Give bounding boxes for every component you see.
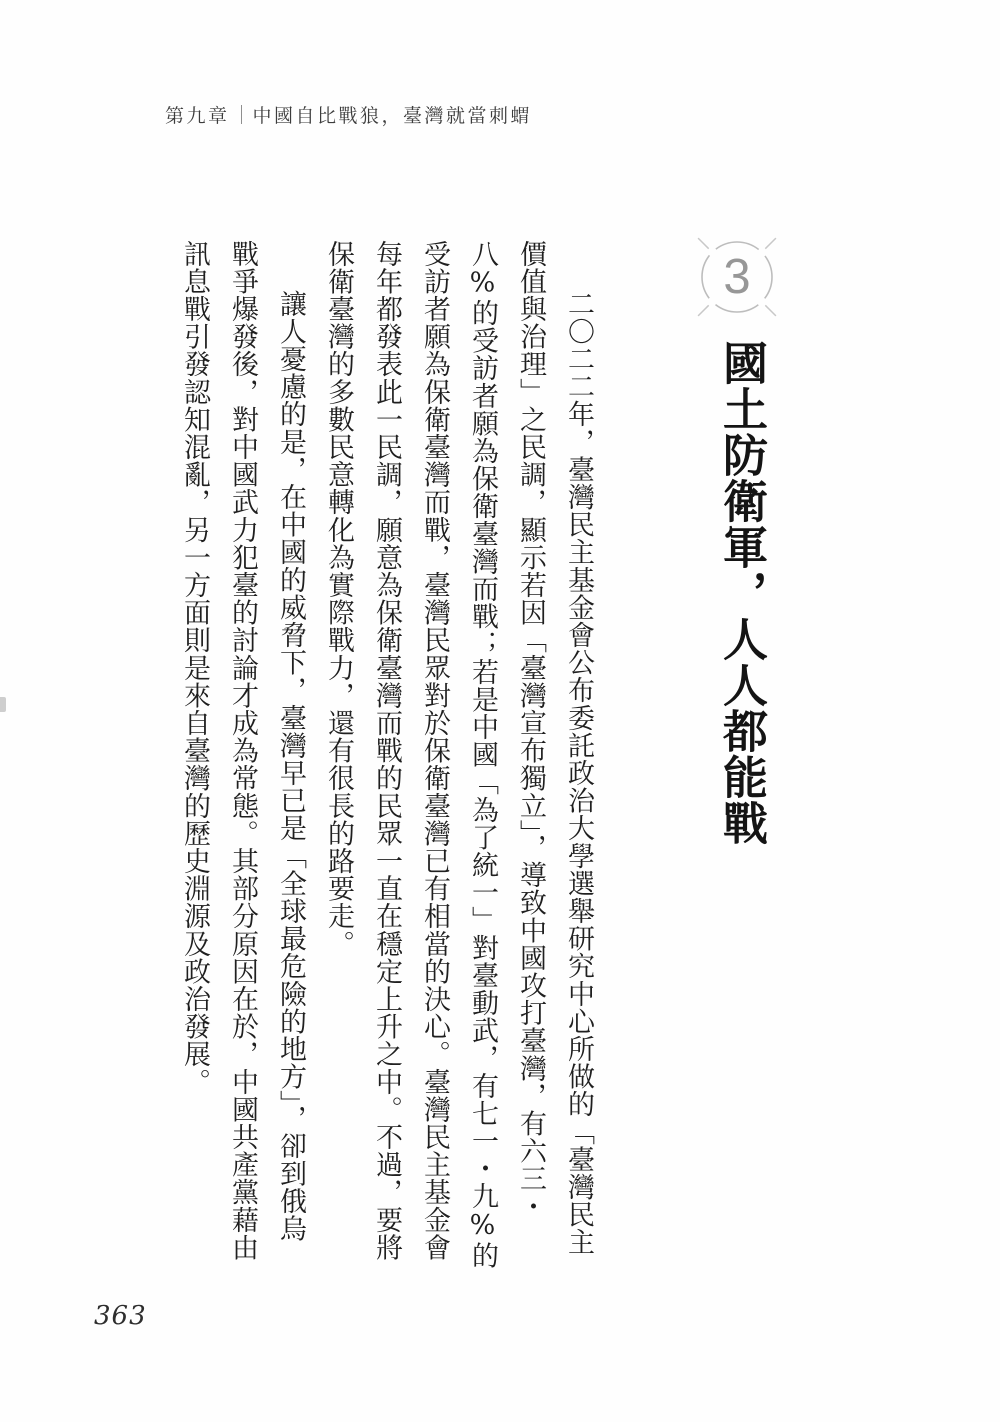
header-separator [241,105,242,124]
body-column: 訊息戰引發認知混亂，另一方面則是來自臺灣的歷史淵源及政治發展。 [179,240,210,1096]
chapter-title: 中國自比戰狼，臺灣就當刺蝟 [252,104,533,127]
body-column: 八%的受訪者願為保衛臺灣而戰；若是中國「為了統一」對臺動武，有七一・九%的 [467,240,498,1270]
section-title: 國土防衛軍，人人都能戰 [715,340,768,846]
body-column: 保衛臺灣的多數民意轉化為實際戰力，還有很長的路要走。 [323,240,354,958]
section-number-ornament [677,217,797,337]
section-number: 3 [723,250,751,304]
page-number: 363 [94,1301,147,1331]
chapter-label: 第九章 [165,104,230,127]
scan-edge-artifact [0,697,6,712]
body-text [167,240,602,1270]
body-column: 讓人憂慮的是，在中國的威脅下，臺灣早已是「全球最危險的地方」，卻到俄烏 [275,290,306,1243]
running-header [165,102,532,126]
body-column: 價值與治理」之民調，顯示若因「臺灣宣布獨立」，導致中國攻打臺灣，有六三・ [515,240,546,1221]
body-column: 戰爭爆發後，對中國武力犯臺的討論才成為常態。其部分原因在於，中國共產黨藉由 [227,240,258,1262]
body-column: 每年都發表此一民調，願意為保衛臺灣而戰的民眾一直在穩定上升之中。不過，要將 [371,240,402,1262]
body-column: 二〇二二年，臺灣民主基金會公布委託政治大學選舉研究中心所做的「臺灣民主 [563,290,594,1256]
body-column: 受訪者願為保衛臺灣而戰，臺灣民眾對於保衛臺灣已有相當的決心。臺灣民主基金會 [419,240,450,1262]
